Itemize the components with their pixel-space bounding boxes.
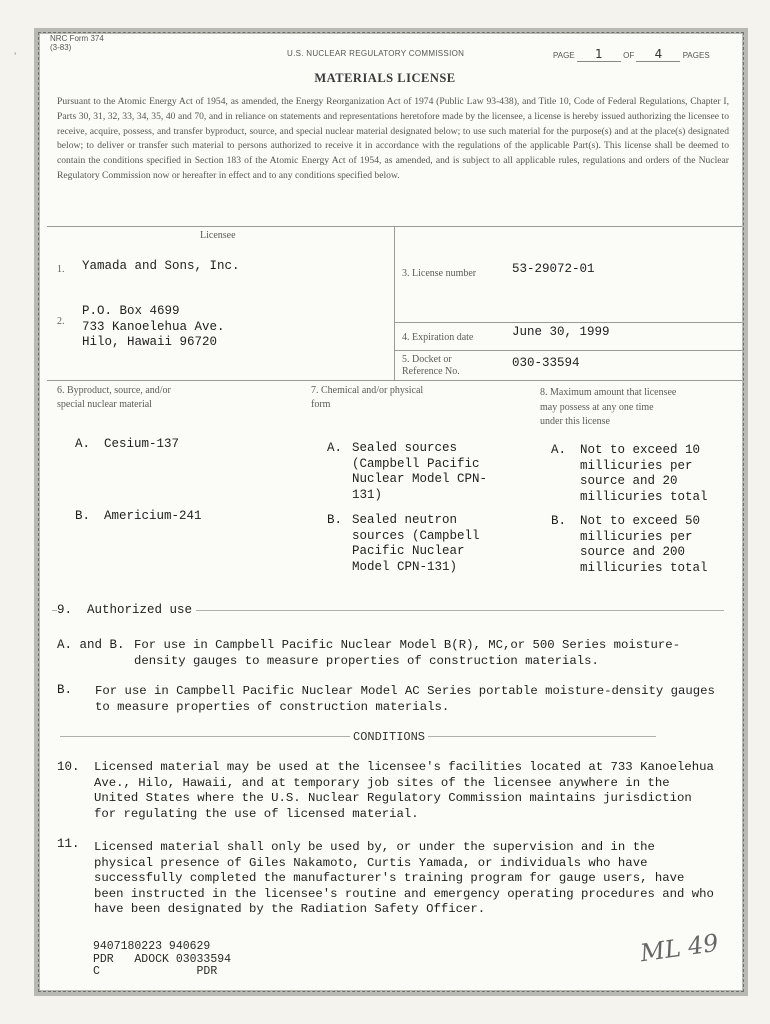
page-label: PAGE bbox=[553, 51, 575, 60]
page-counter bbox=[553, 47, 743, 62]
expiration-rule bbox=[394, 350, 742, 351]
item-2-number: 2. bbox=[57, 316, 65, 327]
material-a-amount-letter: A. bbox=[551, 443, 567, 457]
license-number-label: 3. License number bbox=[402, 268, 477, 279]
page-number: 1 bbox=[577, 47, 621, 62]
col8-header: 8. Maximum amount that licensee may possess at any one time under this license bbox=[540, 387, 677, 427]
material-a-form-letter: A. bbox=[327, 441, 343, 455]
licensee-heading: Licensee bbox=[200, 230, 236, 241]
pages-label: PAGES bbox=[682, 51, 710, 60]
condition-10-number: 10. bbox=[57, 760, 80, 774]
material-b-form: Sealed neutron sources (Campbell Pacific Nuclear Model CPN-131) bbox=[352, 513, 480, 574]
expiration-value: June 30, 1999 bbox=[512, 325, 610, 339]
use-ab-prefix: A. and B. bbox=[57, 638, 125, 652]
handwritten-note: ML 49 bbox=[638, 928, 721, 968]
license-title: MATERIALS LICENSE bbox=[314, 71, 456, 85]
use-ab-text: For use in Campbell Pacific Nuclear Model B(R), MC,or 500 Series moisture- density gauges to measure properties of construction materials. bbox=[134, 638, 681, 668]
material-b-amount-letter: B. bbox=[551, 514, 567, 528]
form-id: NRC Form 374 bbox=[50, 34, 104, 43]
docket-value: 030-33594 bbox=[512, 356, 580, 370]
licensee-name: Yamada and Sons, Inc. bbox=[82, 259, 240, 273]
preamble-text: Pursuant to the Atomic Energy Act of 1954, as amended, the Energy Reorganization Act of 1974 (Public Law 93-438), and Title 10, Code of Federal Regulations, Chapter I, Parts 30, 31, 32, 33, 34, 35, 40 and 70, and in reliance on statements and representations heretofore made by the licensee, a license is hereby issued authorizing the licensee to receive, acquire, possess, and transfer byproduct, source, and special nuclear material designated below; to use such material for the purpose(s) and at the place(s) designated below; to deliver or transfer such material to persons authorized to receive it in accordance with the regulations of the applicable Part(s). This license shall be deemed to contain the conditions specified in Section 183 of the Atomic Energy Act of 1954, as amended, and is subject to all applicable rules, regulations and orders of the Nuclear Regulatory Commission now or hereafter in effect and to any conditions specified below. bbox=[57, 96, 729, 181]
material-a-form: Sealed sources (Campbell Pacific Nuclear Model CPN- 131) bbox=[352, 441, 488, 502]
license-number-value: 53-29072-01 bbox=[512, 262, 595, 276]
condition-11-number: 11. bbox=[57, 837, 80, 851]
expiration-label: 4. Expiration date bbox=[402, 332, 474, 343]
condition-11-text: Licensed material shall only be used by, or under the supervision and in the physical presence of Giles Nakamoto, Curtis Yamada, or individuals who have successfully completed the manufacturer's training program for gauge users, have been instructed in the licensee's routine and emergency operating procedures and who have been designated by the Radiation Safety Officer. bbox=[94, 840, 714, 916]
form-date: (3-83) bbox=[50, 43, 72, 52]
authorized-use-heading: 9. Authorized use bbox=[57, 603, 196, 619]
material-b-amount: Not to exceed 50 millicuries per source and 200 millicuries total bbox=[580, 514, 708, 575]
use-b-text: For use in Campbell Pacific Nuclear Model AC Series portable moisture-density gauges to measure properties of construction materials. bbox=[95, 684, 715, 714]
col7-header: 7. Chemical and/or physical form bbox=[311, 385, 424, 410]
use-b-prefix: B. bbox=[57, 683, 73, 697]
total-pages: 4 bbox=[636, 47, 680, 62]
material-b-form-letter: B. bbox=[327, 513, 343, 527]
item-1-number: 1. bbox=[57, 264, 65, 275]
agency-name: U.S. NUCLEAR REGULATORY COMMISSION bbox=[287, 49, 465, 58]
col6-header: 6. Byproduct, source, and/or special nuclear material bbox=[57, 385, 171, 410]
licensee-address: P.O. Box 4699 733 Kanoelehua Ave. Hilo, Hawaii 96720 bbox=[82, 304, 225, 349]
conditions-heading: CONDITIONS bbox=[350, 730, 428, 744]
licensee-bottom-rule bbox=[47, 380, 742, 381]
condition-10-text: Licensed material may be used at the licensee's facilities located at 733 Kanoelehua Ave., Hilo, Hawaii, and at temporary job sites of the licensee anywhere in the United States where the U.S. Nuclear Regulatory Commission maintains jurisdiction for regulating the use of licensed material. bbox=[94, 760, 714, 821]
material-b-letter: B. bbox=[75, 509, 91, 523]
docket-label: 5. Docket or Reference No. bbox=[402, 354, 460, 377]
of-label: OF bbox=[623, 51, 635, 60]
licensee-divider bbox=[394, 226, 395, 380]
margin-mark: ʼ bbox=[14, 52, 17, 63]
document-stamp: 9407180223 940629 PDR ADOCK 03033594 C PDR bbox=[93, 940, 232, 978]
material-a-name: Cesium-137 bbox=[104, 437, 180, 451]
material-a-letter: A. bbox=[75, 437, 91, 451]
material-a-amount: Not to exceed 10 millicuries per source and 20 millicuries total bbox=[580, 443, 708, 504]
material-b-name: Americium-241 bbox=[104, 509, 202, 523]
form-id-block bbox=[50, 34, 104, 52]
license-number-rule bbox=[394, 322, 742, 323]
